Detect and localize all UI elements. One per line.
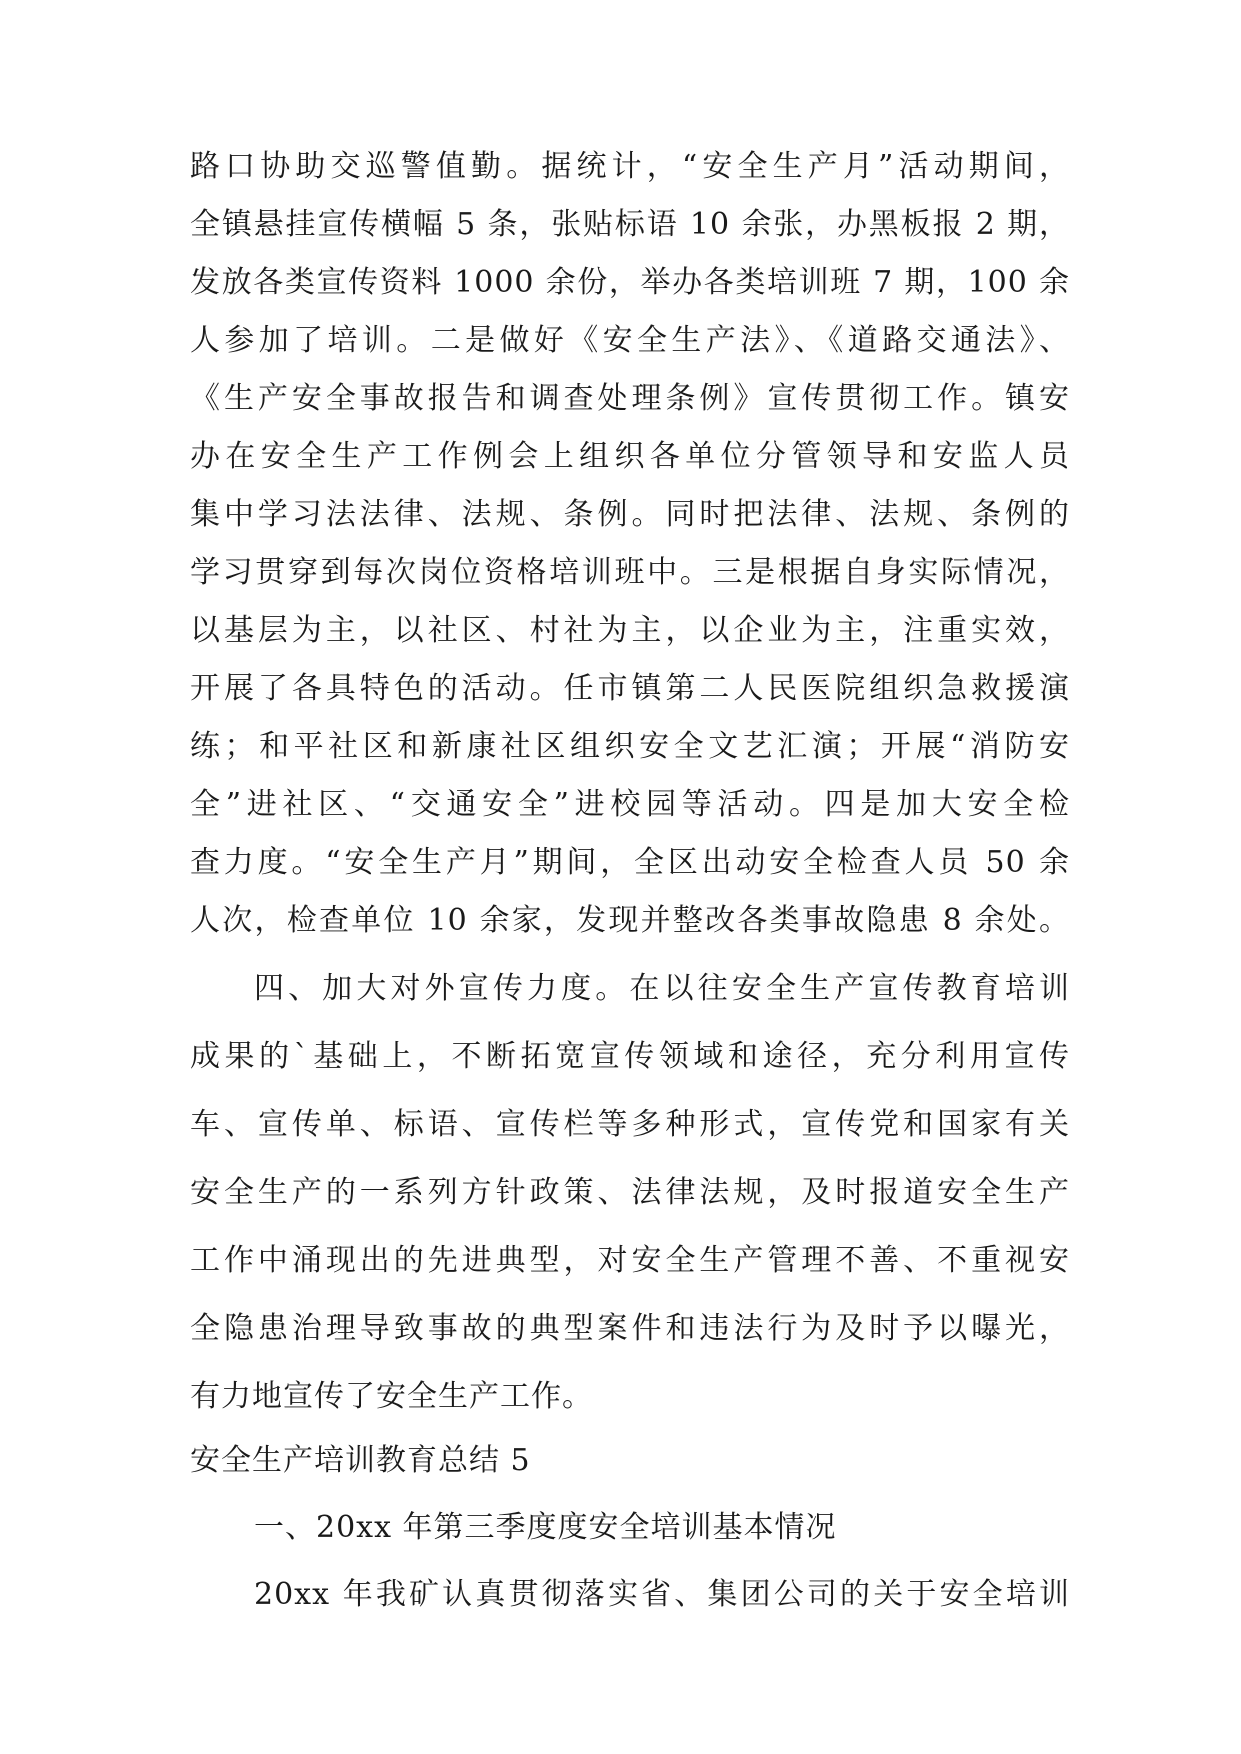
paragraph-line: 办在安全生产工作例会上组织各单位分管领导和安监人员 [190, 439, 1070, 474]
paragraph-line: 四、加大对外宣传力度。在以往安全生产宣传教育培训 [254, 971, 1070, 1006]
paragraph-line: 人次，检查单位 10 余家，发现并整改各类事故隐患 8 余处。 [190, 903, 1070, 938]
paragraph-line: 车、宣传单、标语、宣传栏等多种形式，宣传党和国家有关 [190, 1107, 1070, 1142]
paragraph-line: 学习贯穿到每次岗位资格培训班中。三是根据自身实际情况， [190, 555, 1070, 590]
subheading: 一、20xx 年第三季度度安全培训基本情况 [254, 1510, 837, 1545]
paragraph-line: 成果的`基础上，不断拓宽宣传领域和途径，充分利用宣传 [190, 1039, 1070, 1074]
paragraph-line: 工作中涌现出的先进典型，对安全生产管理不善、不重视安 [190, 1243, 1070, 1278]
paragraph-line: 集中学习法法律、法规、条例。同时把法律、法规、条例的 [190, 497, 1070, 532]
paragraph-line: 有力地宣传了安全生产工作。 [190, 1379, 593, 1414]
paragraph-line: 以基层为主，以社区、村社为主，以企业为主，注重实效， [190, 613, 1070, 648]
paragraph-line: 《生产安全事故报告和调查处理条例》宣传贯彻工作。镇安 [190, 381, 1070, 416]
paragraph-line: 开展了各具特色的活动。任市镇第二人民医院组织急救援演 [190, 671, 1070, 706]
paragraph-line: 安全生产的一系列方针政策、法律法规，及时报道安全生产 [190, 1175, 1070, 1210]
paragraph-line: 全”进社区、“交通安全”进校园等活动。四是加大安全检 [190, 787, 1070, 822]
paragraph-line: 全隐患治理导致事故的典型案件和违法行为及时予以曝光， [190, 1311, 1070, 1346]
section-title: 安全生产培训教育总结 5 [190, 1443, 531, 1478]
paragraph-line: 路口协助交巡警值勤。据统计，“安全生产月”活动期间， [190, 149, 1070, 184]
paragraph-line: 发放各类宣传资料 1000 余份，举办各类培训班 7 期，100 余 [190, 265, 1070, 300]
paragraph-line: 练；和平社区和新康社区组织安全文艺汇演；开展“消防安 [190, 729, 1070, 764]
paragraph-line: 查力度。“安全生产月”期间，全区出动安全检查人员 50 余 [190, 845, 1070, 880]
paragraph-line: 20xx 年我矿认真贯彻落实省、集团公司的关于安全培训 [254, 1577, 1070, 1612]
paragraph-line: 人参加了培训。二是做好《安全生产法》、《道路交通法》、 [190, 323, 1070, 358]
paragraph-line: 全镇悬挂宣传横幅 5 条，张贴标语 10 余张，办黑板报 2 期， [190, 207, 1070, 242]
